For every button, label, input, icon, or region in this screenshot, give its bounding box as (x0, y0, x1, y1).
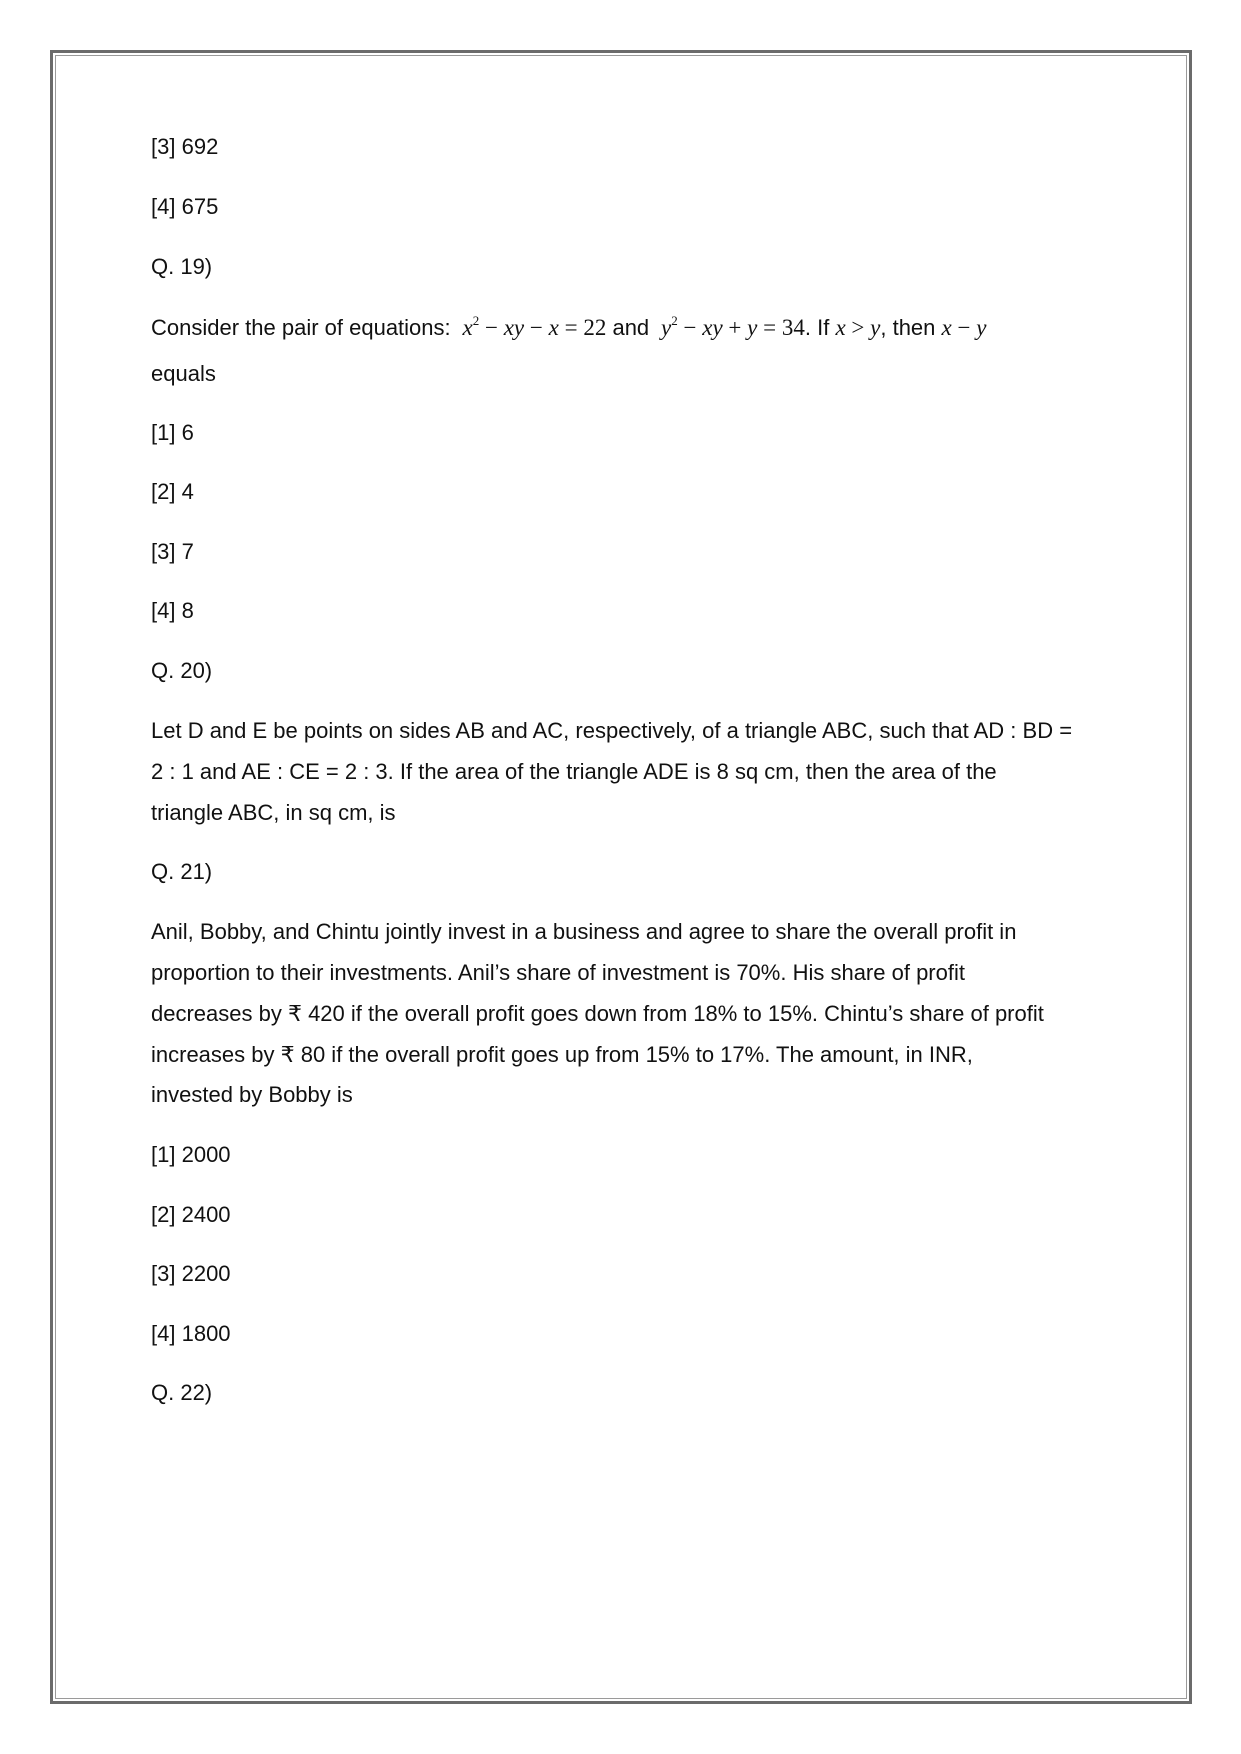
question-20-text-line-2: 2 : 1 and AE : CE = 2 : 3. If the area of the triangle ADE is 8 sq cm, then the area of the (151, 759, 997, 784)
equation-2: $y^2$ − xy + y = 34 (661, 313, 805, 340)
question-20-text-line-1: Let D and E be points on sides AB and AC, respectively, of a triangle ABC, such that AD : BD = (151, 718, 1073, 743)
condition: x > y (835, 315, 881, 340)
expression: x − y (941, 315, 987, 340)
question-21-label: Q. 21) (151, 859, 213, 884)
q21-option-2: [2] 2400 (151, 1202, 231, 1227)
question-20-text-line-3: triangle ABC, in sq cm, is (151, 800, 396, 825)
question-19-label: Q. 19) (151, 254, 213, 279)
question-19-text-cont: equals (151, 361, 216, 386)
page-border (50, 50, 1192, 1704)
q21-option-4: [4] 1800 (151, 1321, 231, 1346)
question-21-text-line-5: invested by Bobby is (151, 1082, 353, 1107)
q21-option-1: [1] 2000 (151, 1142, 231, 1167)
q21-option-3: [3] 2200 (151, 1261, 231, 1286)
q19-option-2: [2] 4 (151, 479, 194, 504)
question-22-label: Q. 22) (151, 1380, 213, 1405)
question-21-text-line-1: Anil, Bobby, and Chintu jointly invest in a business and agree to share the overall profit in (151, 919, 1017, 944)
q19-option-3: [3] 7 (151, 539, 194, 564)
question-19-text: Consider the pair of equations: $x^2$ − xy − x = 22 and $y^2$ − xy + y = 34. If x > y, then x − y (151, 313, 987, 340)
question-21-text-line-2: proportion to their investments. Anil’s share of investment is 70%. His share of profit (151, 960, 965, 985)
equation-1: $x^2$ − xy − x = 22 (462, 313, 607, 340)
question-20-label: Q. 20) (151, 658, 213, 683)
option-3: [3] 692 (151, 134, 219, 159)
option-4: [4] 675 (151, 194, 219, 219)
question-21-text-line-3: decreases by ₹ 420 if the overall profit goes down from 18% to 15%. Chintu’s share of profit (151, 1001, 1044, 1026)
q19-option-4: [4] 8 (151, 598, 194, 623)
q19-option-1: [1] 6 (151, 420, 194, 445)
question-21-text-line-4: increases by ₹ 80 if the overall profit goes up from 15% to 17%. The amount, in INR, (151, 1042, 973, 1067)
